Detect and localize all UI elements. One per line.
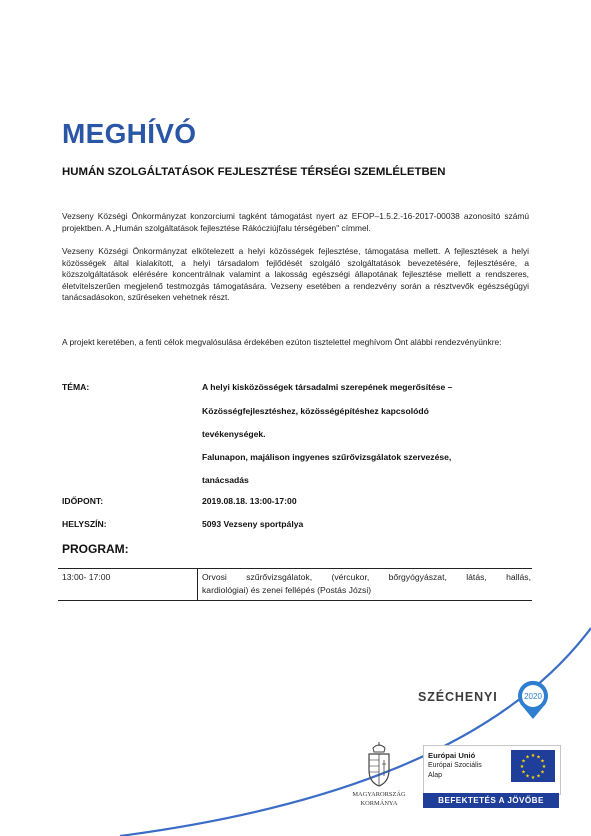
svg-text:★: ★ [536, 754, 541, 761]
topic-line: Falunapon, majálison ingyenes szűrővizsgálatok szervezése, [202, 452, 452, 462]
svg-text:★: ★ [521, 758, 526, 765]
topic-line: tanácsadás [202, 475, 249, 485]
program-time-cell: 13:00- 17:00 [62, 572, 111, 582]
svg-text:★: ★ [519, 764, 525, 770]
program-activity-line: Orvosi szűrővizsgálatok, (vércukor, bőrgyógyászat, látás, hallás, [202, 572, 531, 582]
topic-label: TÉMA: [62, 382, 90, 392]
place-value: 5093 Vezseny sportpálya [202, 519, 304, 529]
topic-line: tevékenységek. [202, 429, 266, 439]
svg-text:★: ★ [536, 773, 541, 780]
topic-line: A helyi kisközösségek társadalmi szerepének megerősítése – [202, 382, 453, 392]
program-table-bottom-border [58, 600, 532, 601]
hungarian-crest-icon [364, 742, 394, 788]
invitation-paragraph: A projekt keretében, a fenti célok megvalósulása érdekében ezúton tisztelettel meghívom Önt alábbi rendezvényünkre: [62, 337, 502, 347]
intro-paragraph: Vezseny Községi Önkormányzat konzorciumi tagként támogatást nyert az EFOP–1.5.2.-16-2017-00038 azonosító számú projektben. A „Humán szolgáltatások fejlesztése Rákócziújfalu térségében" címmel. [62, 211, 529, 233]
time-value: 2019.08.18. 13:00-17:00 [202, 496, 297, 506]
svg-text:★: ★ [530, 775, 536, 781]
government-name-line1: MAGYARORSZÁG [352, 791, 406, 798]
invest-banner: BEFEKTETÉS A JÖVŐBE [423, 793, 559, 808]
program-table-top-border [58, 568, 532, 569]
svg-text:★: ★ [530, 753, 536, 759]
eu-line3: Alap [428, 772, 443, 779]
szechenyi-year: 2020 [524, 692, 542, 701]
szechenyi-pin-icon [516, 680, 550, 720]
svg-text:★: ★ [525, 773, 530, 780]
place-label: HELYSZÍN: [62, 519, 107, 529]
svg-text:★: ★ [525, 754, 530, 761]
eu-flag-icon [511, 750, 555, 782]
page-subtitle: HUMÁN SZOLGÁLTATÁSOK FEJLESZTÉSE TÉRSÉGI SZEMLÉLETBEN [62, 166, 446, 178]
program-activity-line: kardiológiai) és zenei fellépés (Postás Józsi) [202, 585, 372, 595]
time-label: IDŐPONT: [62, 496, 104, 506]
topic-line: Közösségfejlesztéshez, közösségépítéshez kapcsolódó [202, 406, 429, 416]
government-name-line2: KORMÁNYA [360, 800, 398, 807]
description-paragraph: Vezseny Községi Önkormányzat elkötelezett a helyi közösségek fejlesztése, támogatása mellett. A fejlesztések a helyi közösségek által kialakított, a helyi társadalom fejlődését szolgáló szolgáltatások bevezetésére, fejlesztésére, a közszolgáltatások elérésére koncentrálnak valamint a lakosság egészségi állapotának fejlesztése mellett a rendszeres, életvitelszerűen megjelenő testmozgás támogatására. Vezseny esetében a rendezvény során a résztvevők egészségügyi tanácsadásokon, szűréseken vehetnek részt. [62, 246, 529, 303]
eu-line1: Európai Unió [428, 751, 476, 760]
svg-text:★: ★ [540, 769, 545, 776]
program-table-divider [197, 568, 198, 601]
svg-text:★: ★ [521, 769, 526, 776]
page-title: MEGHÍVÓ [62, 118, 197, 149]
szechenyi-logo-text: SZÉCHENYI [418, 690, 498, 704]
svg-text:★: ★ [541, 764, 547, 770]
svg-text:★: ★ [540, 758, 545, 765]
program-heading: PROGRAM: [62, 542, 129, 556]
eu-line2: Európai Szociális [428, 762, 482, 769]
